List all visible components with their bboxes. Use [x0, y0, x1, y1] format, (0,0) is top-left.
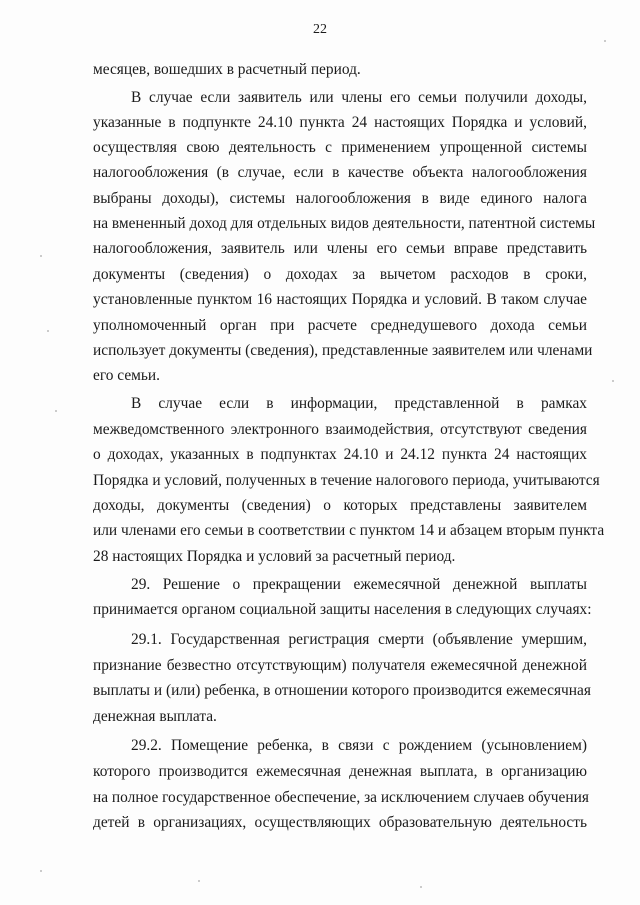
text-line: установленные пунктом 16 настоящих Порядка и условий. В таком случае	[93, 291, 587, 308]
text-line: признание безвестно отсутствующим) получателя ежемесячной денежной	[93, 657, 587, 674]
scan-speck	[198, 880, 200, 882]
text-line: о доходах, указанных в подпунктах 24.10 и 24.12 пункта 24 настоящих	[93, 446, 587, 463]
text-line: которого производится ежемесячная денежная выплата, в организацию	[93, 763, 587, 780]
scan-speck	[604, 40, 606, 42]
text-line: месяцев, вошедших в расчетный период.	[93, 61, 361, 78]
text-line: налогообложения (в случае, если в качестве объекта налогообложения	[93, 164, 587, 181]
text-line: детей в организациях, осуществляющих образовательную деятельность	[93, 814, 587, 831]
text-line: Порядка и условий, полученных в течение налогового периода, учитываются	[93, 472, 600, 489]
paragraph-first-line: 29.1. Государственная регистрация смерти (объявление умершим,	[131, 631, 587, 648]
page-number: 22	[313, 22, 327, 37]
text-line: 28 настоящих Порядка и условий за расчетный период.	[93, 548, 456, 565]
text-line: на вмененный доход для отдельных видов деятельности, патентной системы	[93, 215, 596, 232]
text-line: уполномоченный орган при расчете среднедушевого дохода семьи	[93, 317, 587, 334]
scan-speck	[55, 410, 57, 412]
text-line: межведомственного электронного взаимодействия, отсутствуют сведения	[93, 421, 587, 438]
text-line: документы (сведения) о доходах за вычетом расходов в сроки,	[93, 266, 587, 283]
scan-speck	[40, 870, 42, 872]
scan-speck	[612, 380, 614, 382]
paragraph-first-line: В случае если в информации, представленной в рамках	[131, 395, 587, 412]
text-line: осуществляя свою деятельность с применением упрощенной системы	[93, 139, 587, 156]
text-line: доходы, документы (сведения) о которых представлены заявителем	[93, 497, 587, 514]
text-line: на полное государственное обеспечение, за исключением случаев обучения	[93, 789, 589, 806]
text-line: его семьи.	[93, 367, 160, 384]
text-line: указанные в подпункте 24.10 пункта 24 настоящих Порядка и условий,	[93, 114, 587, 131]
paragraph-first-line: 29.2. Помещение ребенка, в связи с рождением (усыновлением)	[131, 737, 587, 754]
scan-speck	[420, 886, 422, 888]
paragraph-first-line: 29. Решение о прекращении ежемесячной денежной выплаты	[131, 576, 587, 593]
text-line: выплаты и (или) ребенка, в отношении которого производится ежемесячная	[93, 682, 591, 699]
text-line: принимается органом социальной защиты населения в следующих случаях:	[93, 601, 592, 618]
text-line: или членами его семьи в соответствии с пунктом 14 и абзацем вторым пункта	[93, 522, 605, 539]
text-line: использует документы (сведения), представленные заявителем или членами	[93, 342, 593, 359]
text-line: налогообложения, заявитель или члены его семьи вправе представить	[93, 240, 587, 257]
scan-speck	[40, 255, 42, 257]
paragraph-first-line: В случае если заявитель или члены его семьи получили доходы,	[131, 89, 587, 106]
scan-speck	[47, 330, 49, 332]
text-line: денежная выплата.	[93, 708, 217, 725]
text-line: выбраны доходы), системы налогообложения в виде единого налога	[93, 190, 587, 207]
